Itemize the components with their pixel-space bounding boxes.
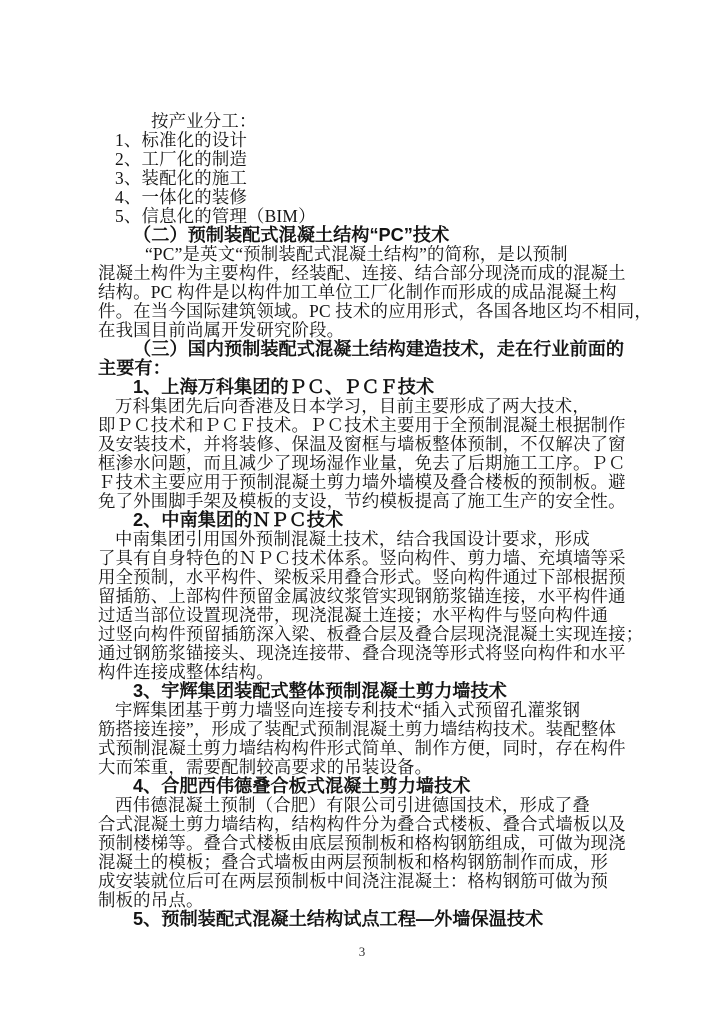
text-line: 合式混凝土剪力墙结构，结构构件分为叠合式楼板、叠合式墙板以及 bbox=[98, 814, 626, 834]
text-line: 预制楼梯等。叠合式楼板由底层预制板和格构钢筋组成，可做为现浇 bbox=[98, 833, 626, 853]
text-line: 混凝土构件为主要构件，经装配、连接、结合部分现浇而成的混凝土 bbox=[98, 263, 626, 283]
text-line: 即ＰＣ技术和ＰＣＦ技术。ＰＣ技术主要用于全预制混凝土根据制作 bbox=[98, 415, 626, 435]
section-heading: （二）预制装配式混凝土结构“PC”技术 bbox=[133, 225, 450, 245]
section-heading: 1、上海万科集团的ＰＣ、ＰＣＦ技术 bbox=[133, 377, 435, 397]
text-line: 中南集团引用国外预制混凝土技术，结合我国设计要求，形成 bbox=[115, 529, 590, 549]
text-line: 万科集团先后向香港及日本学习，目前主要形成了两大技术， bbox=[115, 396, 590, 416]
text-line: 筋搭接连接”，形成了装配式预制混凝土剪力墙结构技术。装配整体 bbox=[98, 719, 617, 739]
list-item: 4、一体化的装修 bbox=[115, 187, 248, 207]
text-line: 了具有自身特色的ＮＰＣ技术体系。竖向构件、剪力墙、充填墙等采 bbox=[98, 548, 626, 568]
text-line: 过竖向构件预留插筋深入梁、板叠合层及叠合层现浇混凝土实现连接； bbox=[98, 624, 644, 644]
list-item: 1、标准化的设计 bbox=[115, 130, 248, 150]
text-line: 过适当部位设置现浇带，现浇混凝土连接；水平构件与竖向构件通 bbox=[98, 605, 609, 625]
text-line: 西伟德混凝土预制（合肥）有限公司引进德国技术，形成了叠 bbox=[115, 795, 590, 815]
text-line: 混凝土的模板；叠合式墙板由两层预制板和格构钢筋制作而成，形 bbox=[98, 852, 609, 872]
document-body bbox=[98, 111, 652, 929]
text-line: 制板的吊点。 bbox=[98, 890, 204, 910]
text-line: Ｆ技术主要应用于预制混凝土剪力墙外墙模及叠合楼板的预制板。避 bbox=[98, 472, 626, 492]
text-line: 按产业分工： bbox=[151, 111, 257, 131]
section-heading: 4、合肥西伟德叠合板式混凝土剪力墙技术 bbox=[133, 776, 471, 796]
text-line: 留插筋、上部构件预留金属波纹浆管实现钢筋浆锚连接，水平构件通 bbox=[98, 586, 626, 606]
section-heading: 2、中南集团的ＮＰＣ技术 bbox=[133, 510, 344, 530]
section-heading: （三）国内预制装配式混凝土结构建造技术，走在行业前面的 bbox=[133, 339, 625, 359]
text-line: 及安装技术，并将装修、保温及窗框与墙板整体预制，不仅解决了窗 bbox=[98, 434, 626, 454]
text-line: 大而笨重，需要配制较高要求的吊装设备。 bbox=[98, 757, 433, 777]
text-line: 成安装就位后可在两层预制板中间浇注混凝土：格构钢筋可做为预 bbox=[98, 871, 609, 891]
section-heading: 5、预制装配式混凝土结构试点工程—外墙保温技术 bbox=[133, 909, 544, 929]
text-line: 通过钢筋浆锚接头、现浇连接带、叠合现浇等形式将竖向构件和水平 bbox=[98, 643, 626, 663]
text-line: 结构。PC 构件是以构件加工单位工厂化制作而形成的成品混凝土构 bbox=[98, 282, 617, 302]
text-line: 式预制混凝土剪力墙结构构件形式简单、制作方便，同时，存在构件 bbox=[98, 738, 626, 758]
page-number: 3 bbox=[358, 944, 366, 959]
text-line: 件。在当今国际建筑领域。PC 技术的应用形式，各国各地区均不相同， bbox=[98, 301, 652, 321]
text-line: 框渗水问题，而且减少了现场湿作业量，免去了后期施工工序。ＰＣ bbox=[98, 453, 626, 473]
text-line: 免了外围脚手架及模板的支设，节约模板提高了施工生产的安全性。 bbox=[98, 491, 626, 511]
list-item: 5、信息化的管理（BIM） bbox=[115, 206, 316, 226]
text-line: 在我国目前尚属开发研究阶段。 bbox=[98, 320, 345, 340]
text-line: 用全预制，水平构件、梁板采用叠合形式。竖向构件通过下部根据预 bbox=[98, 567, 626, 587]
text-line: “PC”是英文“预制装配式混凝土结构”的简称，是以预制 bbox=[145, 244, 568, 264]
text-line: 构件连接成整体结构。 bbox=[98, 662, 274, 682]
list-item: 2、工厂化的制造 bbox=[115, 149, 248, 169]
list-item: 3、装配化的施工 bbox=[115, 168, 248, 188]
section-heading: 主要有： bbox=[98, 358, 171, 378]
section-heading: 3、宇辉集团装配式整体预制混凝土剪力墙技术 bbox=[133, 681, 507, 701]
text-line: 宇辉集团基于剪力墙竖向连接专利技术“插入式预留孔灌浆钢 bbox=[115, 700, 581, 720]
